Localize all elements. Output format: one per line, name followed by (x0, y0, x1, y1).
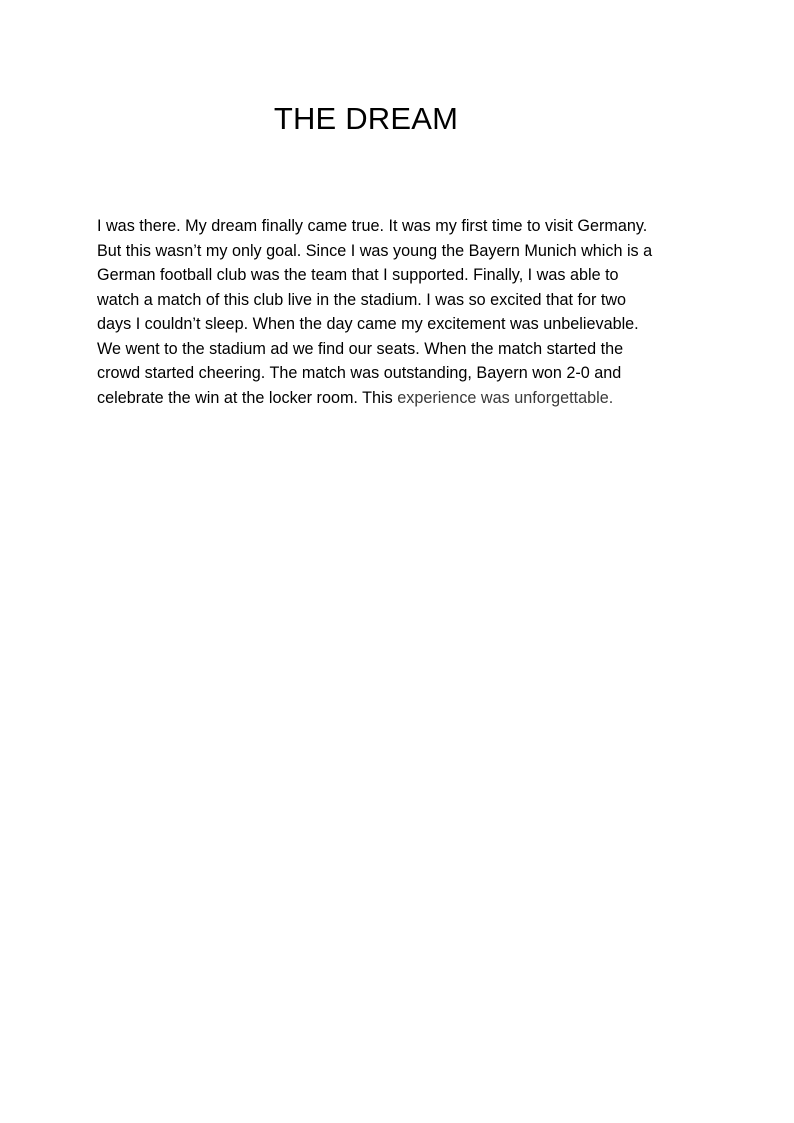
paragraph-line: crowd started cheering. The match was outstanding, Bayern won 2-0 and (97, 364, 622, 382)
paragraph-line: days I couldn’t sleep. When the day came my excitement was unbelievable. (97, 315, 639, 333)
paragraph-line: But this wasn’t my only goal. Since I was young the Bayern Munich which is a (97, 241, 653, 260)
document-title: THE DREAM (273, 101, 459, 136)
body-paragraph (97, 214, 697, 410)
last-line-end: experience was unforgettable. (397, 388, 614, 407)
paragraph-line: We went to the stadium ad we find our seats. When the match started the (97, 339, 624, 358)
last-line-start: celebrate the win at the locker room. This (97, 388, 398, 407)
paragraph-line: German football club was the team that I supported. Finally, I was able to (97, 266, 619, 284)
paragraph-line: watch a match of this club live in the stadium. I was so excited that for two (97, 290, 627, 309)
paragraph-line: I was there. My dream finally came true. It was my first time to visit Germany. (97, 217, 648, 235)
paragraph-line-last (97, 386, 697, 411)
